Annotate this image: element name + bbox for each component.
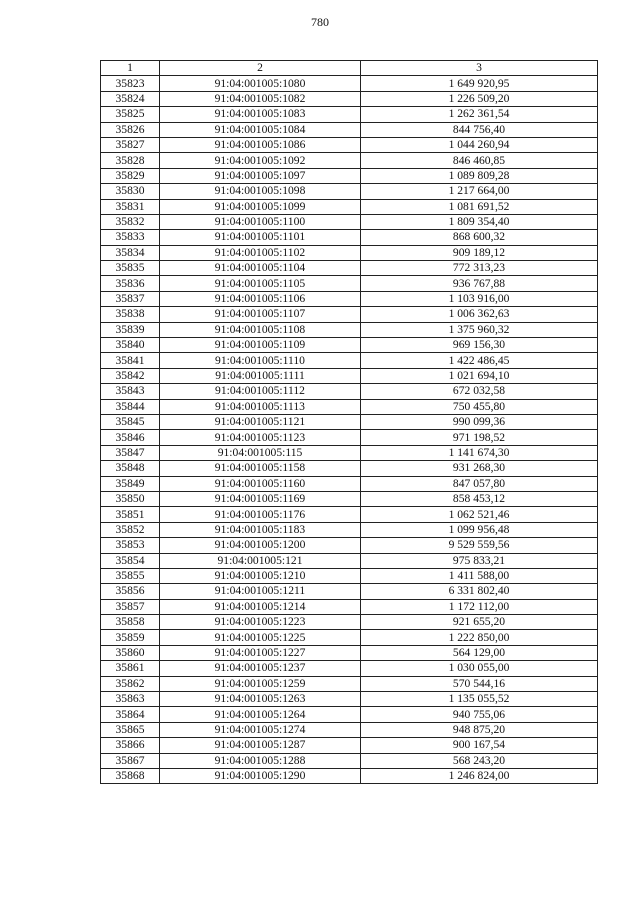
value-cell: 921 655,20 (361, 615, 598, 630)
row-number-cell: 35828 (101, 153, 160, 168)
value-cell: 1 081 691,52 (361, 199, 598, 214)
row-number-cell: 35857 (101, 599, 160, 614)
table-row (101, 107, 598, 122)
value-cell: 969 156,30 (361, 338, 598, 353)
cadastral-number-cell: 91:04:001005:1160 (160, 476, 361, 491)
value-cell: 1 135 055,52 (361, 692, 598, 707)
table-row (101, 645, 598, 660)
cadastral-number-cell: 91:04:001005:1223 (160, 615, 361, 630)
table-body (101, 76, 598, 784)
table-row (101, 430, 598, 445)
table-row (101, 122, 598, 137)
table-row (101, 568, 598, 583)
table-row (101, 168, 598, 183)
value-cell: 844 756,40 (361, 122, 598, 137)
value-cell: 1 262 361,54 (361, 107, 598, 122)
cadastral-number-cell: 91:04:001005:1112 (160, 384, 361, 399)
row-number-cell: 35847 (101, 445, 160, 460)
row-number-cell: 35852 (101, 522, 160, 537)
cadastral-number-cell: 91:04:001005:1211 (160, 584, 361, 599)
value-cell: 1 006 362,63 (361, 307, 598, 322)
cadastral-number-cell: 91:04:001005:1080 (160, 76, 361, 91)
value-cell: 900 167,54 (361, 738, 598, 753)
row-number-cell: 35839 (101, 322, 160, 337)
row-number-cell: 35832 (101, 214, 160, 229)
value-cell: 1 649 920,95 (361, 76, 598, 91)
row-number-cell: 35833 (101, 230, 160, 245)
row-number-cell: 35835 (101, 261, 160, 276)
row-number-cell: 35831 (101, 199, 160, 214)
value-cell: 936 767,88 (361, 276, 598, 291)
value-cell: 1 172 112,00 (361, 599, 598, 614)
row-number-cell: 35840 (101, 338, 160, 353)
cadastral-number-cell: 91:04:001005:115 (160, 445, 361, 460)
value-cell: 1 141 674,30 (361, 445, 598, 460)
row-number-cell: 35849 (101, 476, 160, 491)
table-row (101, 538, 598, 553)
row-number-cell: 35834 (101, 245, 160, 260)
row-number-cell: 35865 (101, 722, 160, 737)
row-number-cell: 35867 (101, 753, 160, 768)
cadastral-number-cell: 91:04:001005:121 (160, 553, 361, 568)
cadastral-number-cell: 91:04:001005:1264 (160, 707, 361, 722)
cadastral-number-cell: 91:04:001005:1227 (160, 645, 361, 660)
table-row (101, 291, 598, 306)
table-row (101, 584, 598, 599)
row-number-cell: 35858 (101, 615, 160, 630)
value-cell: 1 226 509,20 (361, 91, 598, 106)
value-cell: 931 268,30 (361, 461, 598, 476)
cadastral-number-cell: 91:04:001005:1106 (160, 291, 361, 306)
table-row (101, 445, 598, 460)
row-number-cell: 35838 (101, 307, 160, 322)
row-number-cell: 35823 (101, 76, 160, 91)
value-cell: 1 422 486,45 (361, 353, 598, 368)
row-number-cell: 35862 (101, 676, 160, 691)
row-number-cell: 35861 (101, 661, 160, 676)
table-row (101, 768, 598, 783)
table-row (101, 722, 598, 737)
table-row (101, 399, 598, 414)
value-cell: 672 032,58 (361, 384, 598, 399)
value-cell: 750 455,80 (361, 399, 598, 414)
cadastral-number-cell: 91:04:001005:1082 (160, 91, 361, 106)
table-row (101, 153, 598, 168)
row-number-cell: 35850 (101, 491, 160, 506)
table-row (101, 491, 598, 506)
cadastral-number-cell: 91:04:001005:1183 (160, 522, 361, 537)
cadastral-number-cell: 91:04:001005:1210 (160, 568, 361, 583)
page-number: 780 (311, 15, 329, 29)
row-number-cell: 35843 (101, 384, 160, 399)
row-number-cell: 35836 (101, 276, 160, 291)
table-row (101, 599, 598, 614)
cadastral-number-cell: 91:04:001005:1086 (160, 137, 361, 152)
table-row (101, 276, 598, 291)
cadastral-number-cell: 91:04:001005:1225 (160, 630, 361, 645)
row-number-cell: 35860 (101, 645, 160, 660)
value-cell: 570 544,16 (361, 676, 598, 691)
cadastral-number-cell: 91:04:001005:1107 (160, 307, 361, 322)
row-number-cell: 35856 (101, 584, 160, 599)
cadastral-number-cell: 91:04:001005:1097 (160, 168, 361, 183)
table-row (101, 630, 598, 645)
table-row (101, 368, 598, 383)
table-row (101, 338, 598, 353)
row-number-cell: 35859 (101, 630, 160, 645)
value-cell: 1 030 055,00 (361, 661, 598, 676)
column-header-1: 1 (101, 61, 160, 76)
value-cell: 940 755,06 (361, 707, 598, 722)
table-row (101, 214, 598, 229)
row-number-cell: 35866 (101, 738, 160, 753)
table-row (101, 353, 598, 368)
table-row (101, 692, 598, 707)
row-number-cell: 35846 (101, 430, 160, 445)
row-number-cell: 35848 (101, 461, 160, 476)
value-cell: 1 099 956,48 (361, 522, 598, 537)
row-number-cell: 35845 (101, 414, 160, 429)
table-row (101, 76, 598, 91)
value-cell: 772 313,23 (361, 261, 598, 276)
cadastral-number-cell: 91:04:001005:1109 (160, 338, 361, 353)
value-cell: 975 833,21 (361, 553, 598, 568)
row-number-cell: 35824 (101, 91, 160, 106)
cadastral-number-cell: 91:04:001005:1110 (160, 353, 361, 368)
column-header-3: 3 (361, 61, 598, 76)
table-row (101, 307, 598, 322)
cadastral-number-cell: 91:04:001005:1158 (160, 461, 361, 476)
table-row (101, 507, 598, 522)
value-cell: 1 021 694,10 (361, 368, 598, 383)
value-cell: 9 529 559,56 (361, 538, 598, 553)
row-number-cell: 35851 (101, 507, 160, 522)
row-number-cell: 35855 (101, 568, 160, 583)
cadastral-number-cell: 91:04:001005:1105 (160, 276, 361, 291)
table-row (101, 137, 598, 152)
cadastral-number-cell: 91:04:001005:1274 (160, 722, 361, 737)
row-number-cell: 35854 (101, 553, 160, 568)
value-cell: 564 129,00 (361, 645, 598, 660)
cadastral-number-cell: 91:04:001005:1101 (160, 230, 361, 245)
row-number-cell: 35842 (101, 368, 160, 383)
value-cell: 1 044 260,94 (361, 137, 598, 152)
table-row (101, 707, 598, 722)
value-cell: 1 809 354,40 (361, 214, 598, 229)
value-cell: 971 198,52 (361, 430, 598, 445)
value-cell: 858 453,12 (361, 491, 598, 506)
cadastral-number-cell: 91:04:001005:1176 (160, 507, 361, 522)
cadastral-number-cell: 91:04:001005:1092 (160, 153, 361, 168)
cadastral-number-cell: 91:04:001005:1290 (160, 768, 361, 783)
cadastral-number-cell: 91:04:001005:1200 (160, 538, 361, 553)
cadastral-number-cell: 91:04:001005:1111 (160, 368, 361, 383)
table-row (101, 461, 598, 476)
value-cell: 847 057,80 (361, 476, 598, 491)
table-header (101, 61, 598, 76)
value-cell: 1 246 824,00 (361, 768, 598, 783)
value-cell: 1 062 521,46 (361, 507, 598, 522)
cadastral-number-cell: 91:04:001005:1169 (160, 491, 361, 506)
row-number-cell: 35826 (101, 122, 160, 137)
row-number-cell: 35827 (101, 137, 160, 152)
cadastral-number-cell: 91:04:001005:1083 (160, 107, 361, 122)
row-number-cell: 35830 (101, 184, 160, 199)
row-number-cell: 35844 (101, 399, 160, 414)
cadastral-value-table (100, 60, 598, 784)
table-row (101, 553, 598, 568)
table-row (101, 184, 598, 199)
value-cell: 1 217 664,00 (361, 184, 598, 199)
column-header-2: 2 (160, 61, 361, 76)
value-cell: 1 222 850,00 (361, 630, 598, 645)
cadastral-number-cell: 91:04:001005:1287 (160, 738, 361, 753)
value-cell: 948 875,20 (361, 722, 598, 737)
table-row (101, 199, 598, 214)
table-row (101, 661, 598, 676)
cadastral-number-cell: 91:04:001005:1102 (160, 245, 361, 260)
table-row (101, 322, 598, 337)
cadastral-number-cell: 91:04:001005:1113 (160, 399, 361, 414)
row-number-cell: 35837 (101, 291, 160, 306)
value-cell: 868 600,32 (361, 230, 598, 245)
value-cell: 990 099,36 (361, 414, 598, 429)
row-number-cell: 35864 (101, 707, 160, 722)
cadastral-number-cell: 91:04:001005:1288 (160, 753, 361, 768)
cadastral-number-cell: 91:04:001005:1121 (160, 414, 361, 429)
cadastral-number-cell: 91:04:001005:1214 (160, 599, 361, 614)
row-number-cell: 35868 (101, 768, 160, 783)
cadastral-number-cell: 91:04:001005:1263 (160, 692, 361, 707)
table-header-row (101, 61, 598, 76)
cadastral-number-cell: 91:04:001005:1084 (160, 122, 361, 137)
value-cell: 1 089 809,28 (361, 168, 598, 183)
table-row (101, 261, 598, 276)
cadastral-number-cell: 91:04:001005:1108 (160, 322, 361, 337)
table-row (101, 476, 598, 491)
value-cell: 1 411 588,00 (361, 568, 598, 583)
table-row (101, 414, 598, 429)
table-row (101, 676, 598, 691)
row-number-cell: 35863 (101, 692, 160, 707)
cadastral-number-cell: 91:04:001005:1123 (160, 430, 361, 445)
table-row (101, 738, 598, 753)
value-cell: 909 189,12 (361, 245, 598, 260)
row-number-cell: 35829 (101, 168, 160, 183)
value-cell: 568 243,20 (361, 753, 598, 768)
value-cell: 846 460,85 (361, 153, 598, 168)
table-row (101, 384, 598, 399)
table-row (101, 522, 598, 537)
cadastral-number-cell: 91:04:001005:1098 (160, 184, 361, 199)
value-cell: 1 103 916,00 (361, 291, 598, 306)
cadastral-number-cell: 91:04:001005:1237 (160, 661, 361, 676)
cadastral-number-cell: 91:04:001005:1099 (160, 199, 361, 214)
table-row (101, 615, 598, 630)
row-number-cell: 35853 (101, 538, 160, 553)
value-cell: 1 375 960,32 (361, 322, 598, 337)
table-row (101, 245, 598, 260)
table-row (101, 230, 598, 245)
table-row (101, 91, 598, 106)
value-cell: 6 331 802,40 (361, 584, 598, 599)
table-row (101, 753, 598, 768)
cadastral-number-cell: 91:04:001005:1104 (160, 261, 361, 276)
row-number-cell: 35825 (101, 107, 160, 122)
cadastral-number-cell: 91:04:001005:1259 (160, 676, 361, 691)
cadastral-number-cell: 91:04:001005:1100 (160, 214, 361, 229)
row-number-cell: 35841 (101, 353, 160, 368)
